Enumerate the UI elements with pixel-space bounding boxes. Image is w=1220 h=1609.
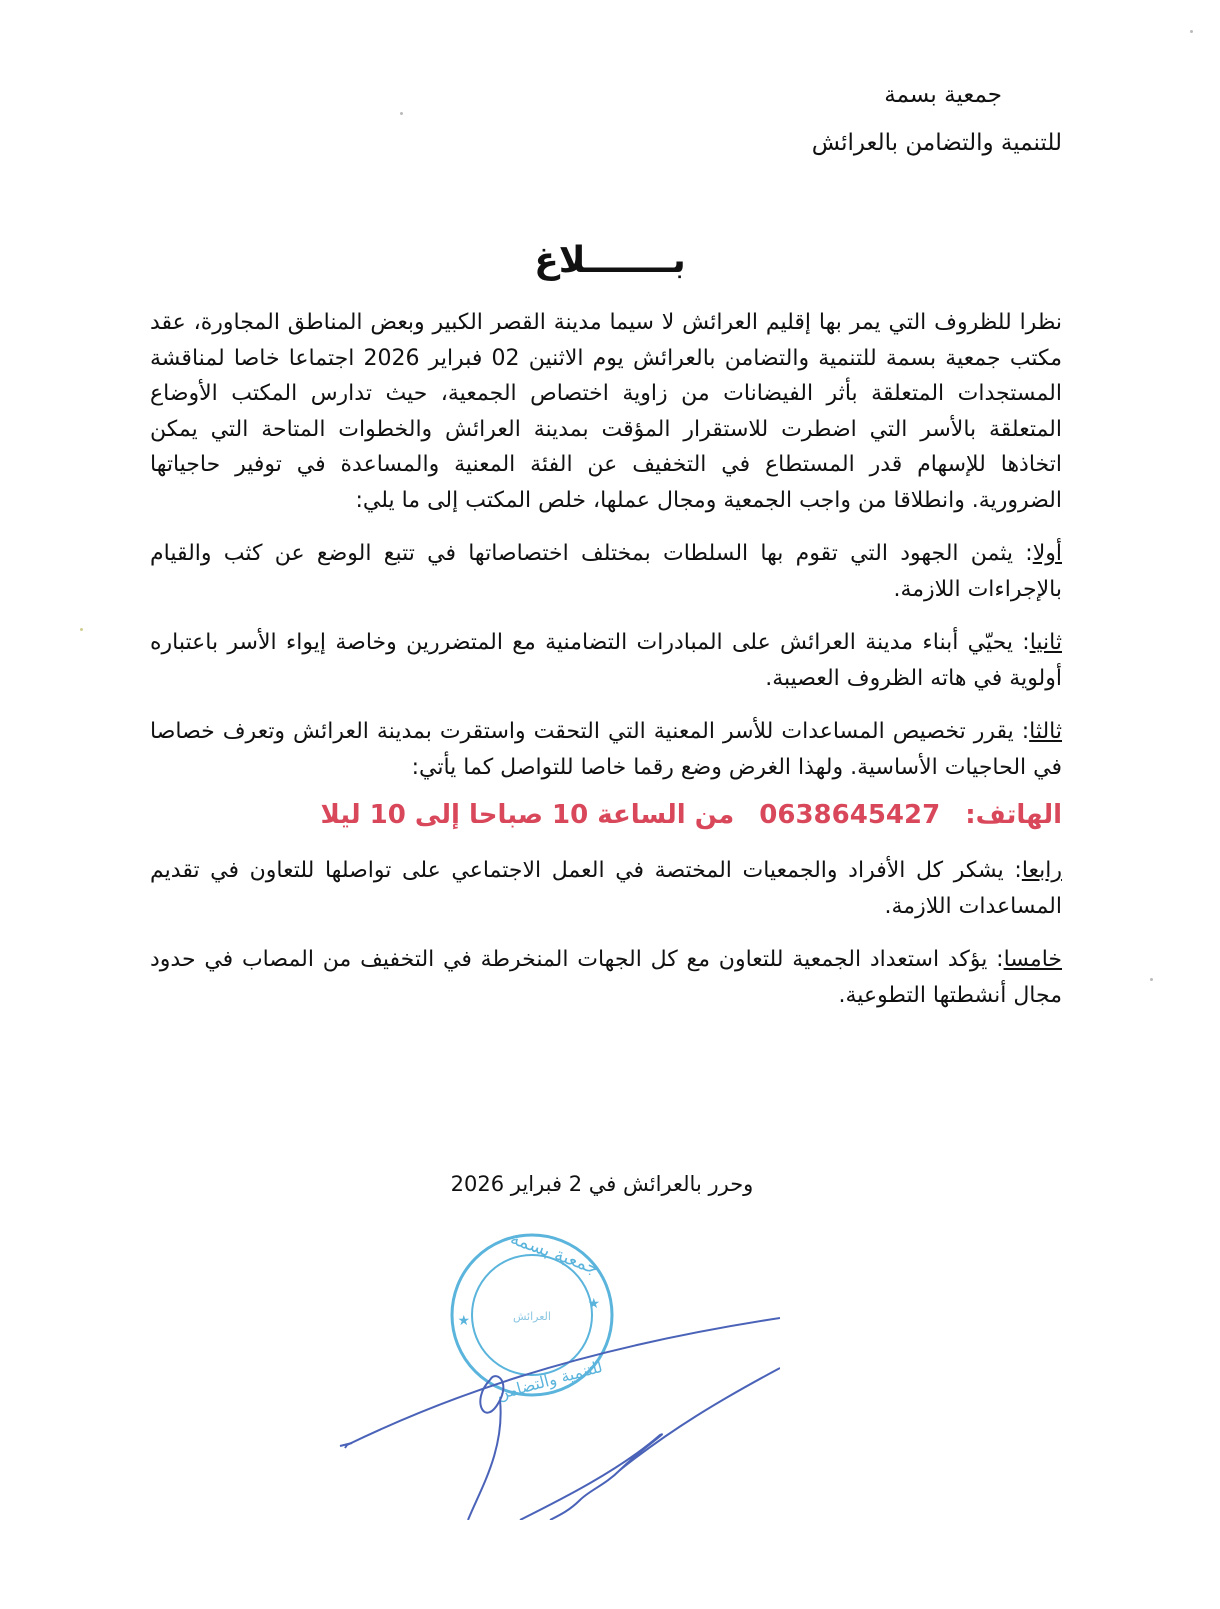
item-label: ثانيا (1029, 630, 1062, 655)
letterhead (812, 80, 1062, 158)
stamp-icon (452, 1228, 612, 1405)
scan-speck (80, 628, 83, 631)
item-label: رابعا (1021, 858, 1062, 883)
phone-line (150, 795, 1062, 835)
svg-text:★: ★ (587, 1296, 600, 1312)
scan-speck (400, 112, 403, 115)
svg-text:★: ★ (457, 1313, 470, 1329)
item-first (150, 536, 1062, 607)
item-third (150, 714, 1062, 785)
item-text: : يحيّي أبناء مدينة العرائش على المبادرات التضامنية مع المتضررين وخاصة إيواء الأسر باعتباره أولوية في هاته الظروف العصيبة. (150, 630, 1062, 691)
item-label: أولا (1032, 541, 1062, 566)
document-title: بـــــــلاغ (534, 240, 686, 281)
item-text: : يشكر كل الأفراد والجمعيات المختصة في العمل الاجتماعي على تواصلها للتعاون في تقديم المساعدات اللازمة. (150, 858, 1062, 919)
phone-number: 0638645427 (759, 800, 941, 830)
intro-paragraph: نظرا للظروف التي يمر بها إقليم العرائش لا سيما مدينة القصر الكبير وبعض المناطق المجاورة، عقد مكتب جمعية بسمة للتنمية والتضامن بالعرائش يوم الاثنين 02 فبراير 2026 اجتماعا خاصا لمناقشة المستجدات المتعلقة بأثر الفيضانات من زاوية اختصاص الجمعية، حيث تدارس المكتب الأوضاع المتعلقة بالأسر التي اضطرت للاستقرار المؤقت بمدينة العرائش والخطوات المتاحة التي يمكن اتخاذها للإسهام قدر المستطاع في التخفيف عن الفئة المعنية والمساعدة في توفير حاجياتها الضرورية. وانطلاقا من واجب الجمعية ومجال عملها، خلص المكتب إلى ما يلي: (150, 310, 1062, 513)
item-fifth (150, 942, 1062, 1013)
svg-text:للتنمية والتضامن: للتنمية والتضامن (494, 1356, 605, 1404)
phone-label: الهاتف: (965, 800, 1062, 830)
closing-line: وحرر بالعرائش في 2 فبراير 2026 (450, 1172, 754, 1196)
svg-text:جمعية بسمة: جمعية بسمة (507, 1227, 602, 1280)
item-text: : يؤكد استعداد الجمعية للتعاون مع كل الجهات المنخرطة في التخفيف من المصاب في حدود مجال أنشطتها التطوعية. (150, 947, 1062, 1008)
document-body (150, 305, 1062, 1031)
phone-hours: من الساعة 10 صباحا إلى 10 ليلا (320, 800, 735, 830)
item-label: خامسا (1003, 947, 1062, 972)
item-text: : يقرر تخصيص المساعدات للأسر المعنية التي التحقت واستقرت بمدينة العرائش وتعرف خصاصا في الحاجيات الأساسية. ولهذا الغرض وضع رقما خاصا للتواصل كما يأتي: (150, 719, 1062, 780)
item-fourth (150, 853, 1062, 924)
item-second (150, 625, 1062, 696)
item-label: ثالثا (1029, 719, 1062, 744)
stamp-and-signature (320, 1200, 780, 1520)
svg-text:العرائش: العرائش (513, 1310, 551, 1323)
org-subtitle: للتنمية والتضامن بالعرائش (811, 130, 1062, 156)
signature-icon (340, 1318, 780, 1520)
scan-speck (1150, 978, 1153, 981)
item-text: : يثمن الجهود التي تقوم بها السلطات بمختلف اختصاصاتها في تتبع الوضع عن كثب والقيام بالإجراءات اللازمة. (150, 541, 1062, 602)
scan-speck (1190, 30, 1193, 33)
org-name: جمعية بسمة (884, 82, 1002, 108)
